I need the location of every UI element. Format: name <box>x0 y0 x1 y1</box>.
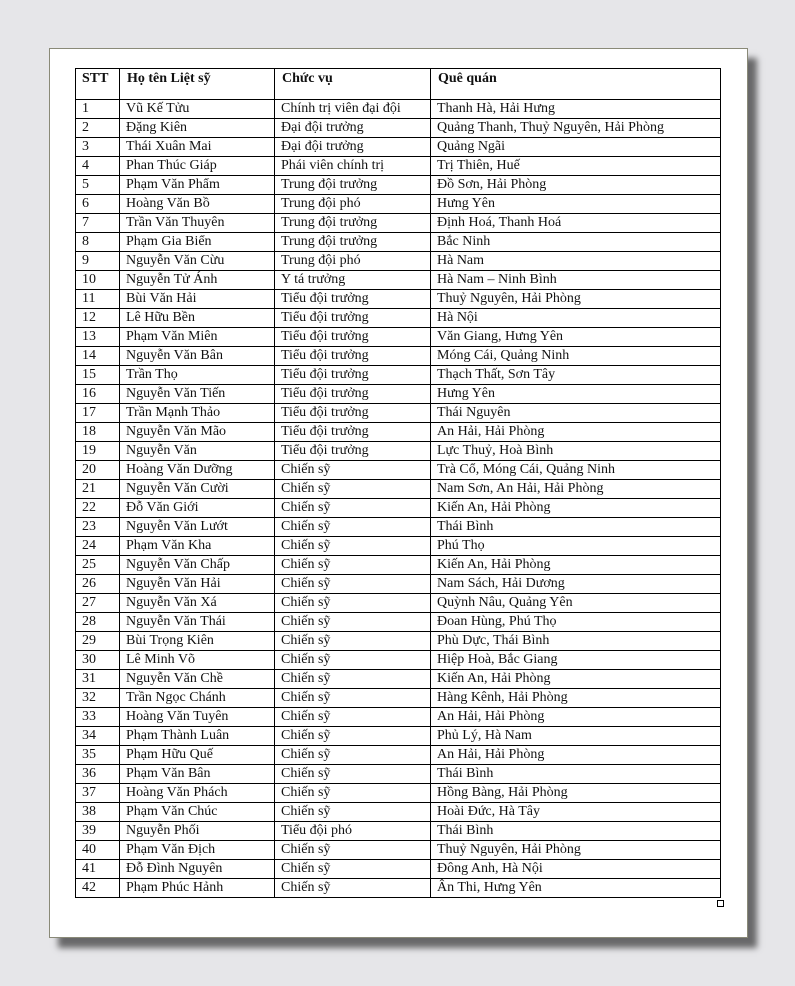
cell-position: Tiểu đội trưởng <box>275 290 431 309</box>
cell-stt: 13 <box>76 328 120 347</box>
cell-position: Chiến sỹ <box>275 746 431 765</box>
table-row <box>76 860 721 879</box>
table-header <box>76 69 721 100</box>
table-row <box>76 423 721 442</box>
cell-position: Tiểu đội trưởng <box>275 385 431 404</box>
cell-hometown: Văn Giang, Hưng Yên <box>431 328 721 347</box>
cell-stt: 18 <box>76 423 120 442</box>
cell-position: Tiểu đội trưởng <box>275 404 431 423</box>
table-row <box>76 385 721 404</box>
cell-hometown: Trị Thiên, Huế <box>431 157 721 176</box>
cell-hometown: Phủ Lý, Hà Nam <box>431 727 721 746</box>
cell-name: Trần Thọ <box>120 366 275 385</box>
table-row <box>76 271 721 290</box>
table-row <box>76 689 721 708</box>
cell-position: Trung đội phó <box>275 195 431 214</box>
cell-name: Lê Minh Võ <box>120 651 275 670</box>
table-row <box>76 461 721 480</box>
cell-hometown: Thuỷ Nguyên, Hải Phòng <box>431 290 721 309</box>
table-row <box>76 575 721 594</box>
table-row <box>76 366 721 385</box>
cell-name: Nguyễn Văn Cười <box>120 480 275 499</box>
cell-position: Chính trị viên đại đội <box>275 100 431 119</box>
table-row <box>76 138 721 157</box>
cell-position: Tiểu đội phó <box>275 822 431 841</box>
cell-position: Chiến sỹ <box>275 841 431 860</box>
cell-name: Bùi Trọng Kiên <box>120 632 275 651</box>
cell-hometown: Thái Bình <box>431 765 721 784</box>
cell-hometown: Phú Thọ <box>431 537 721 556</box>
cell-name: Đỗ Văn Giới <box>120 499 275 518</box>
cell-hometown: Hưng Yên <box>431 195 721 214</box>
table-row <box>76 670 721 689</box>
cell-hometown: Thuỷ Nguyên, Hải Phòng <box>431 841 721 860</box>
cell-position: Chiến sỹ <box>275 461 431 480</box>
table-row <box>76 556 721 575</box>
cell-name: Nguyễn Văn <box>120 442 275 461</box>
cell-hometown: Hồng Bàng, Hải Phòng <box>431 784 721 803</box>
cell-name: Phạm Phúc Hảnh <box>120 879 275 898</box>
cell-position: Trung đội trưởng <box>275 233 431 252</box>
cell-name: Bùi Văn Hải <box>120 290 275 309</box>
cell-stt: 1 <box>76 100 120 119</box>
cell-hometown: Móng Cái, Quảng Ninh <box>431 347 721 366</box>
cell-name: Trần Ngọc Chánh <box>120 689 275 708</box>
cell-name: Lê Hữu Bền <box>120 309 275 328</box>
cell-stt: 26 <box>76 575 120 594</box>
cell-stt: 30 <box>76 651 120 670</box>
cell-hometown: An Hải, Hải Phòng <box>431 423 721 442</box>
cell-name: Phạm Gia Biển <box>120 233 275 252</box>
cell-name: Phạm Văn Địch <box>120 841 275 860</box>
cell-position: Tiểu đội trưởng <box>275 309 431 328</box>
cell-name: Đặng Kiên <box>120 119 275 138</box>
table-row <box>76 841 721 860</box>
cell-name: Hoàng Văn Tuyên <box>120 708 275 727</box>
cell-stt: 23 <box>76 518 120 537</box>
cell-name: Nguyễn Văn Hải <box>120 575 275 594</box>
cell-name: Trần Mạnh Thảo <box>120 404 275 423</box>
cell-stt: 2 <box>76 119 120 138</box>
header-hometown: Quê quán <box>431 69 721 100</box>
cell-name: Phạm Văn Chúc <box>120 803 275 822</box>
cell-hometown: Trà Cổ, Móng Cái, Quảng Ninh <box>431 461 721 480</box>
cell-hometown: Thạch Thất, Sơn Tây <box>431 366 721 385</box>
cell-stt: 5 <box>76 176 120 195</box>
cell-name: Nguyễn Văn Lướt <box>120 518 275 537</box>
table-row <box>76 632 721 651</box>
cell-position: Chiến sỹ <box>275 727 431 746</box>
cell-position: Trung đội phó <box>275 252 431 271</box>
table-row <box>76 100 721 119</box>
cell-hometown: Kiến An, Hải Phòng <box>431 556 721 575</box>
cell-position: Chiến sỹ <box>275 689 431 708</box>
table-row <box>76 214 721 233</box>
table-row <box>76 480 721 499</box>
cell-hometown: Thái Bình <box>431 822 721 841</box>
cell-stt: 10 <box>76 271 120 290</box>
cell-name: Đỗ Đình Nguyên <box>120 860 275 879</box>
cell-name: Nguyễn Văn Bân <box>120 347 275 366</box>
cell-position: Trung đội trưởng <box>275 214 431 233</box>
martyrs-table <box>75 68 721 898</box>
cell-stt: 8 <box>76 233 120 252</box>
cell-hometown: Định Hoá, Thanh Hoá <box>431 214 721 233</box>
cell-name: Nguyễn Phối <box>120 822 275 841</box>
header-stt: STT <box>76 69 120 100</box>
cell-position: Chiến sỹ <box>275 708 431 727</box>
cell-position: Chiến sỹ <box>275 784 431 803</box>
cell-stt: 11 <box>76 290 120 309</box>
cell-stt: 25 <box>76 556 120 575</box>
cell-stt: 38 <box>76 803 120 822</box>
cell-name: Nguyễn Văn Xá <box>120 594 275 613</box>
document-page <box>49 48 748 938</box>
table-row <box>76 119 721 138</box>
cell-hometown: Lực Thuỷ, Hoà Bình <box>431 442 721 461</box>
cell-name: Phan Thúc Giáp <box>120 157 275 176</box>
cell-hometown: Phù Dực, Thái Bình <box>431 632 721 651</box>
table-body <box>76 100 721 898</box>
cell-position: Chiến sỹ <box>275 803 431 822</box>
table-row <box>76 746 721 765</box>
cell-hometown: Thái Nguyên <box>431 404 721 423</box>
cell-stt: 36 <box>76 765 120 784</box>
cell-stt: 27 <box>76 594 120 613</box>
table-row <box>76 803 721 822</box>
cell-position: Tiểu đội trưởng <box>275 328 431 347</box>
cell-stt: 6 <box>76 195 120 214</box>
table-row <box>76 765 721 784</box>
cell-stt: 15 <box>76 366 120 385</box>
cell-position: Chiến sỹ <box>275 632 431 651</box>
cell-stt: 29 <box>76 632 120 651</box>
cell-stt: 33 <box>76 708 120 727</box>
cell-hometown: Hà Nội <box>431 309 721 328</box>
table-row <box>76 347 721 366</box>
cell-hometown: Đoan Hùng, Phú Thọ <box>431 613 721 632</box>
cell-hometown: Đông Anh, Hà Nội <box>431 860 721 879</box>
cell-hometown: Hàng Kênh, Hải Phòng <box>431 689 721 708</box>
cell-position: Chiến sỹ <box>275 556 431 575</box>
cell-name: Nguyễn Văn Chấp <box>120 556 275 575</box>
cell-position: Chiến sỹ <box>275 670 431 689</box>
cell-position: Tiểu đội trưởng <box>275 442 431 461</box>
cell-hometown: Quảng Ngãi <box>431 138 721 157</box>
table-row <box>76 176 721 195</box>
cell-position: Chiến sỹ <box>275 879 431 898</box>
table-row <box>76 879 721 898</box>
cell-stt: 42 <box>76 879 120 898</box>
cell-hometown: Hà Nam <box>431 252 721 271</box>
table-row <box>76 195 721 214</box>
cell-name: Vũ Kế Tửu <box>120 100 275 119</box>
cell-stt: 19 <box>76 442 120 461</box>
cell-stt: 31 <box>76 670 120 689</box>
cell-stt: 37 <box>76 784 120 803</box>
cell-stt: 24 <box>76 537 120 556</box>
cell-stt: 39 <box>76 822 120 841</box>
cell-stt: 14 <box>76 347 120 366</box>
table-row <box>76 784 721 803</box>
cell-stt: 9 <box>76 252 120 271</box>
cell-stt: 16 <box>76 385 120 404</box>
cell-stt: 12 <box>76 309 120 328</box>
cell-position: Chiến sỹ <box>275 613 431 632</box>
cell-stt: 7 <box>76 214 120 233</box>
cell-name: Phạm Hữu Quế <box>120 746 275 765</box>
cell-position: Chiến sỹ <box>275 651 431 670</box>
cell-position: Chiến sỹ <box>275 575 431 594</box>
cell-position: Y tá trưởng <box>275 271 431 290</box>
cell-hometown: Thanh Hà, Hải Hưng <box>431 100 721 119</box>
table-row <box>76 233 721 252</box>
cell-name: Nguyễn Văn Cừu <box>120 252 275 271</box>
cell-stt: 41 <box>76 860 120 879</box>
cell-hometown: Nam Sách, Hải Dương <box>431 575 721 594</box>
cell-position: Đại đội trưởng <box>275 138 431 157</box>
cell-name: Nguyễn Văn Tiến <box>120 385 275 404</box>
cell-stt: 22 <box>76 499 120 518</box>
cell-name: Phạm Văn Miên <box>120 328 275 347</box>
cell-name: Phạm Văn Phẩm <box>120 176 275 195</box>
cell-position: Tiểu đội trưởng <box>275 423 431 442</box>
table-row <box>76 309 721 328</box>
cell-hometown: Nam Sơn, An Hải, Hải Phòng <box>431 480 721 499</box>
header-position: Chức vụ <box>275 69 431 100</box>
cell-position: Chiến sỹ <box>275 480 431 499</box>
cell-name: Hoàng Văn Bồ <box>120 195 275 214</box>
cell-hometown: An Hải, Hải Phòng <box>431 708 721 727</box>
table-row <box>76 537 721 556</box>
cell-name: Phạm Văn Bân <box>120 765 275 784</box>
cell-position: Chiến sỹ <box>275 765 431 784</box>
table-row <box>76 613 721 632</box>
cell-position: Chiến sỹ <box>275 594 431 613</box>
cell-stt: 34 <box>76 727 120 746</box>
cell-name: Nguyễn Văn Chề <box>120 670 275 689</box>
cell-hometown: Quảng Thanh, Thuỷ Nguyên, Hải Phòng <box>431 119 721 138</box>
cell-stt: 3 <box>76 138 120 157</box>
table-row <box>76 518 721 537</box>
table-row <box>76 727 721 746</box>
table-row <box>76 157 721 176</box>
cell-name: Phạm Văn Kha <box>120 537 275 556</box>
cell-hometown: Hiệp Hoà, Bắc Giang <box>431 651 721 670</box>
cell-name: Nguyễn Văn Mão <box>120 423 275 442</box>
table-row <box>76 499 721 518</box>
cell-hometown: Bắc Ninh <box>431 233 721 252</box>
cell-stt: 40 <box>76 841 120 860</box>
cell-position: Tiểu đội trưởng <box>275 366 431 385</box>
cell-position: Chiến sỹ <box>275 518 431 537</box>
cell-hometown: Kiến An, Hải Phòng <box>431 670 721 689</box>
cell-name: Thái Xuân Mai <box>120 138 275 157</box>
cell-name: Nguyễn Văn Thái <box>120 613 275 632</box>
cell-hometown: Ân Thi, Hưng Yên <box>431 879 721 898</box>
cell-position: Phái viên chính trị <box>275 157 431 176</box>
cell-hometown: An Hải, Hải Phòng <box>431 746 721 765</box>
cell-hometown: Quỳnh Nâu, Quảng Yên <box>431 594 721 613</box>
cell-hometown: Hà Nam – Ninh Bình <box>431 271 721 290</box>
cell-hometown: Kiến An, Hải Phòng <box>431 499 721 518</box>
header-name: Họ tên Liệt sỹ <box>120 69 275 100</box>
table-row <box>76 290 721 309</box>
table-row <box>76 822 721 841</box>
table-row <box>76 651 721 670</box>
cell-hometown: Thái Bình <box>431 518 721 537</box>
cell-name: Hoàng Văn Phách <box>120 784 275 803</box>
table-row <box>76 442 721 461</box>
cell-hometown: Hoài Đức, Hà Tây <box>431 803 721 822</box>
cell-stt: 32 <box>76 689 120 708</box>
cell-position: Chiến sỹ <box>275 499 431 518</box>
cell-stt: 17 <box>76 404 120 423</box>
header-row <box>76 69 721 100</box>
cell-stt: 21 <box>76 480 120 499</box>
cell-name: Hoàng Văn Dưỡng <box>120 461 275 480</box>
cell-position: Đại đội trưởng <box>275 119 431 138</box>
cell-position: Tiểu đội trưởng <box>275 347 431 366</box>
cell-name: Nguyễn Tử Ánh <box>120 271 275 290</box>
cell-stt: 35 <box>76 746 120 765</box>
cell-position: Trung đội trưởng <box>275 176 431 195</box>
cell-stt: 4 <box>76 157 120 176</box>
table-row <box>76 252 721 271</box>
table-row <box>76 328 721 347</box>
table-resize-handle[interactable] <box>717 900 724 907</box>
table-row <box>76 404 721 423</box>
cell-stt: 28 <box>76 613 120 632</box>
table-row <box>76 708 721 727</box>
cell-hometown: Đồ Sơn, Hải Phòng <box>431 176 721 195</box>
cell-stt: 20 <box>76 461 120 480</box>
cell-name: Phạm Thành Luân <box>120 727 275 746</box>
cell-position: Chiến sỹ <box>275 537 431 556</box>
cell-hometown: Hưng Yên <box>431 385 721 404</box>
cell-position: Chiến sỹ <box>275 860 431 879</box>
table-row <box>76 594 721 613</box>
cell-name: Trần Văn Thuyên <box>120 214 275 233</box>
